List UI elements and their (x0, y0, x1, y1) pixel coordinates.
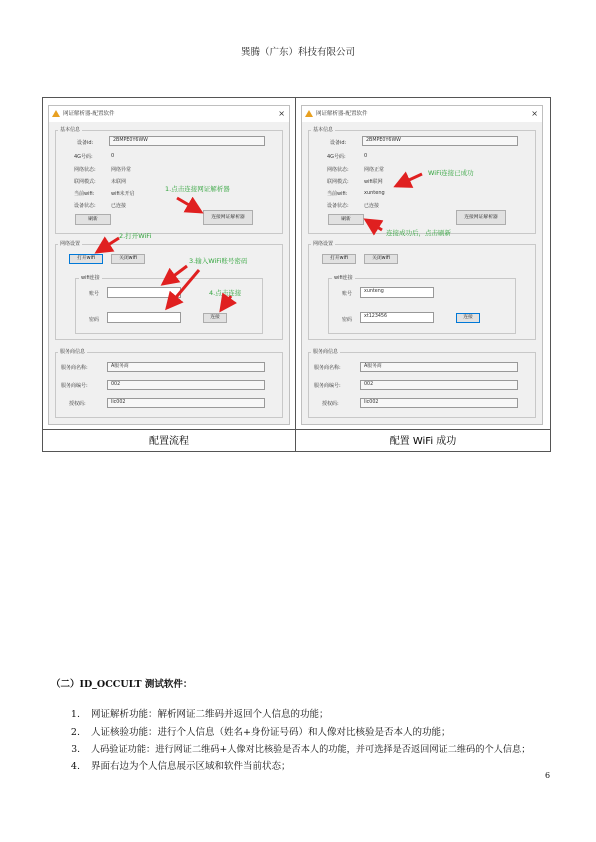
list-item-text: 人证核验功能：进行个人信息（姓名+身份证号码）和人像对比核验是否本人的功能； (91, 727, 451, 738)
auth-code-field: lic002 (107, 398, 265, 408)
password-label: 密码 (342, 317, 353, 323)
id4g-label: 4G号码: (74, 154, 93, 160)
list-item-text: 网证解析功能：解析网证二维码并返回个人信息的功能； (91, 709, 329, 720)
list-item (64, 758, 291, 772)
service-info-label: 服务商信息 (313, 349, 339, 355)
account-input[interactable]: xunteng (360, 287, 434, 298)
caption-config-flow: 配置流程 (149, 436, 189, 447)
basic-info-group-label: 基本信息 (313, 127, 334, 133)
connect-parser-button[interactable]: 连接网证解析器 (203, 210, 253, 225)
list-item-number: 2. (70, 727, 80, 738)
refresh-hint-annotation: 连接成功后，点击刷新 (386, 229, 451, 237)
page-number: 6 (545, 771, 551, 780)
wifi-connect-label: wifi连接 (334, 275, 353, 281)
id4g-value: 0 (364, 153, 368, 159)
device-status-value: 已连接 (111, 203, 127, 209)
service-name-field: A服务商 (360, 362, 518, 372)
password-label: 密码 (89, 317, 100, 323)
service-name-label: 服务商名称: (314, 365, 341, 371)
arrow-wifi-success (396, 174, 422, 186)
step2-annotation: 2.打开WiFi (119, 232, 152, 240)
service-info-label: 服务商信息 (60, 349, 86, 355)
list-item (64, 724, 451, 738)
net-mode-label: 联网模式: (327, 179, 349, 185)
device-id-label: 设备id: (77, 140, 94, 146)
device-status-value: 已连接 (364, 203, 380, 209)
close-wifi-button[interactable]: 关闭wifi (364, 254, 398, 264)
wifi-success-annotation: WiFi连接已成功 (428, 169, 474, 177)
open-wifi-button[interactable]: 打开wifi (322, 254, 356, 264)
net-status-label: 网络状态: (74, 167, 96, 173)
list-item (64, 741, 530, 755)
auth-code-label: 授权码: (69, 401, 86, 407)
device-id-field: 2BMPE0Y6WW (362, 136, 518, 146)
arrow-2 (97, 238, 119, 252)
auth-code-field: lic002 (360, 398, 518, 408)
net-mode-value: wifi联网 (364, 179, 383, 185)
link-button[interactable]: 连接 (203, 313, 227, 323)
annotation-arrows (49, 106, 291, 426)
service-name-label: 服务商名称: (61, 365, 88, 371)
window-title: 网证解析器-配置软件 (316, 111, 368, 117)
table-column-divider (295, 97, 296, 452)
refresh-button[interactable]: 刷新 (75, 214, 111, 225)
basic-info-group-label: 基本信息 (60, 127, 81, 133)
list-item (64, 706, 329, 720)
list-item-text: 人码验证功能：进行网证二维码+人像对比核验是否本人的功能，并可选择是否返回网证二维码的个人信息； (90, 744, 531, 755)
wifi-label: 当前wifi: (74, 191, 95, 197)
id4g-label: 4G号码: (327, 154, 346, 160)
wifi-value: xunteng (364, 190, 385, 196)
net-status-value: 网络异常 (111, 167, 132, 173)
auth-code-label: 授权码: (322, 401, 339, 407)
service-name-field: A服务商 (107, 362, 265, 372)
wifi-connect-label: wifi连接 (81, 275, 100, 281)
service-number-field: 002 (360, 380, 518, 390)
id4g-value: 0 (111, 153, 115, 159)
device-status-label: 设备状态: (327, 203, 349, 209)
wifi-value: wifi未开启 (111, 191, 135, 197)
device-id-label: 设备id: (330, 140, 347, 146)
service-number-label: 服务商编号: (314, 383, 341, 389)
wifi-label: 当前wifi: (327, 191, 348, 197)
step3-annotation: 3.输入WiFi账号密码 (189, 257, 248, 265)
arrow-refresh (366, 220, 382, 230)
network-settings-label: 网络设置 (60, 241, 81, 247)
account-label: 账号 (89, 291, 100, 297)
net-status-label: 网络状态: (327, 167, 349, 173)
list-item-number: 4. (70, 761, 80, 772)
refresh-button[interactable]: 刷新 (328, 214, 364, 225)
network-settings-label: 网络设置 (313, 241, 334, 247)
net-mode-value: 未联网 (111, 179, 127, 185)
service-number-label: 服务商编号: (61, 383, 88, 389)
device-status-label: 设备状态: (74, 203, 96, 209)
table-row-divider (42, 429, 551, 430)
arrow-1 (177, 198, 201, 212)
arrow-3a (163, 266, 187, 284)
service-number-field: 002 (107, 380, 265, 390)
close-wifi-button[interactable]: 关闭wifi (111, 254, 145, 264)
account-label: 账号 (342, 291, 353, 297)
window-title: 网证解析器-配置软件 (63, 111, 115, 117)
caption-wifi-success: 配置 WiFi 成功 (389, 436, 457, 447)
screenshot-config-flow (48, 105, 290, 425)
step4-annotation: 4.点击连接 (209, 289, 242, 297)
arrow-4 (221, 296, 231, 310)
link-button[interactable]: 连接 (456, 313, 480, 323)
connect-parser-button[interactable]: 连接网证解析器 (456, 210, 506, 225)
password-input[interactable]: xt123456 (360, 312, 434, 323)
net-mode-label: 联网模式: (74, 179, 96, 185)
screenshot-wifi-success (301, 105, 543, 425)
annotation-arrows (302, 106, 544, 426)
page-header: 巽腾（广东）科技有限公司 (240, 47, 355, 58)
list-item-number: 1. (70, 709, 80, 720)
net-status-value: 网络正常 (364, 167, 385, 173)
list-item-text: 界面右边为个人信息展示区域和软件当前状态； (91, 761, 291, 772)
device-id-field: 2BMPE0Y6WW (109, 136, 265, 146)
section-title: （二）ID_OCCULT 测试软件： (51, 679, 193, 690)
close-icon[interactable]: × (278, 109, 285, 118)
open-wifi-button[interactable]: 打开wifi (69, 254, 103, 264)
close-icon[interactable]: × (531, 109, 538, 118)
step1-annotation: 1.点击连接网证解析器 (165, 185, 230, 193)
list-item-number: 3. (71, 744, 80, 755)
